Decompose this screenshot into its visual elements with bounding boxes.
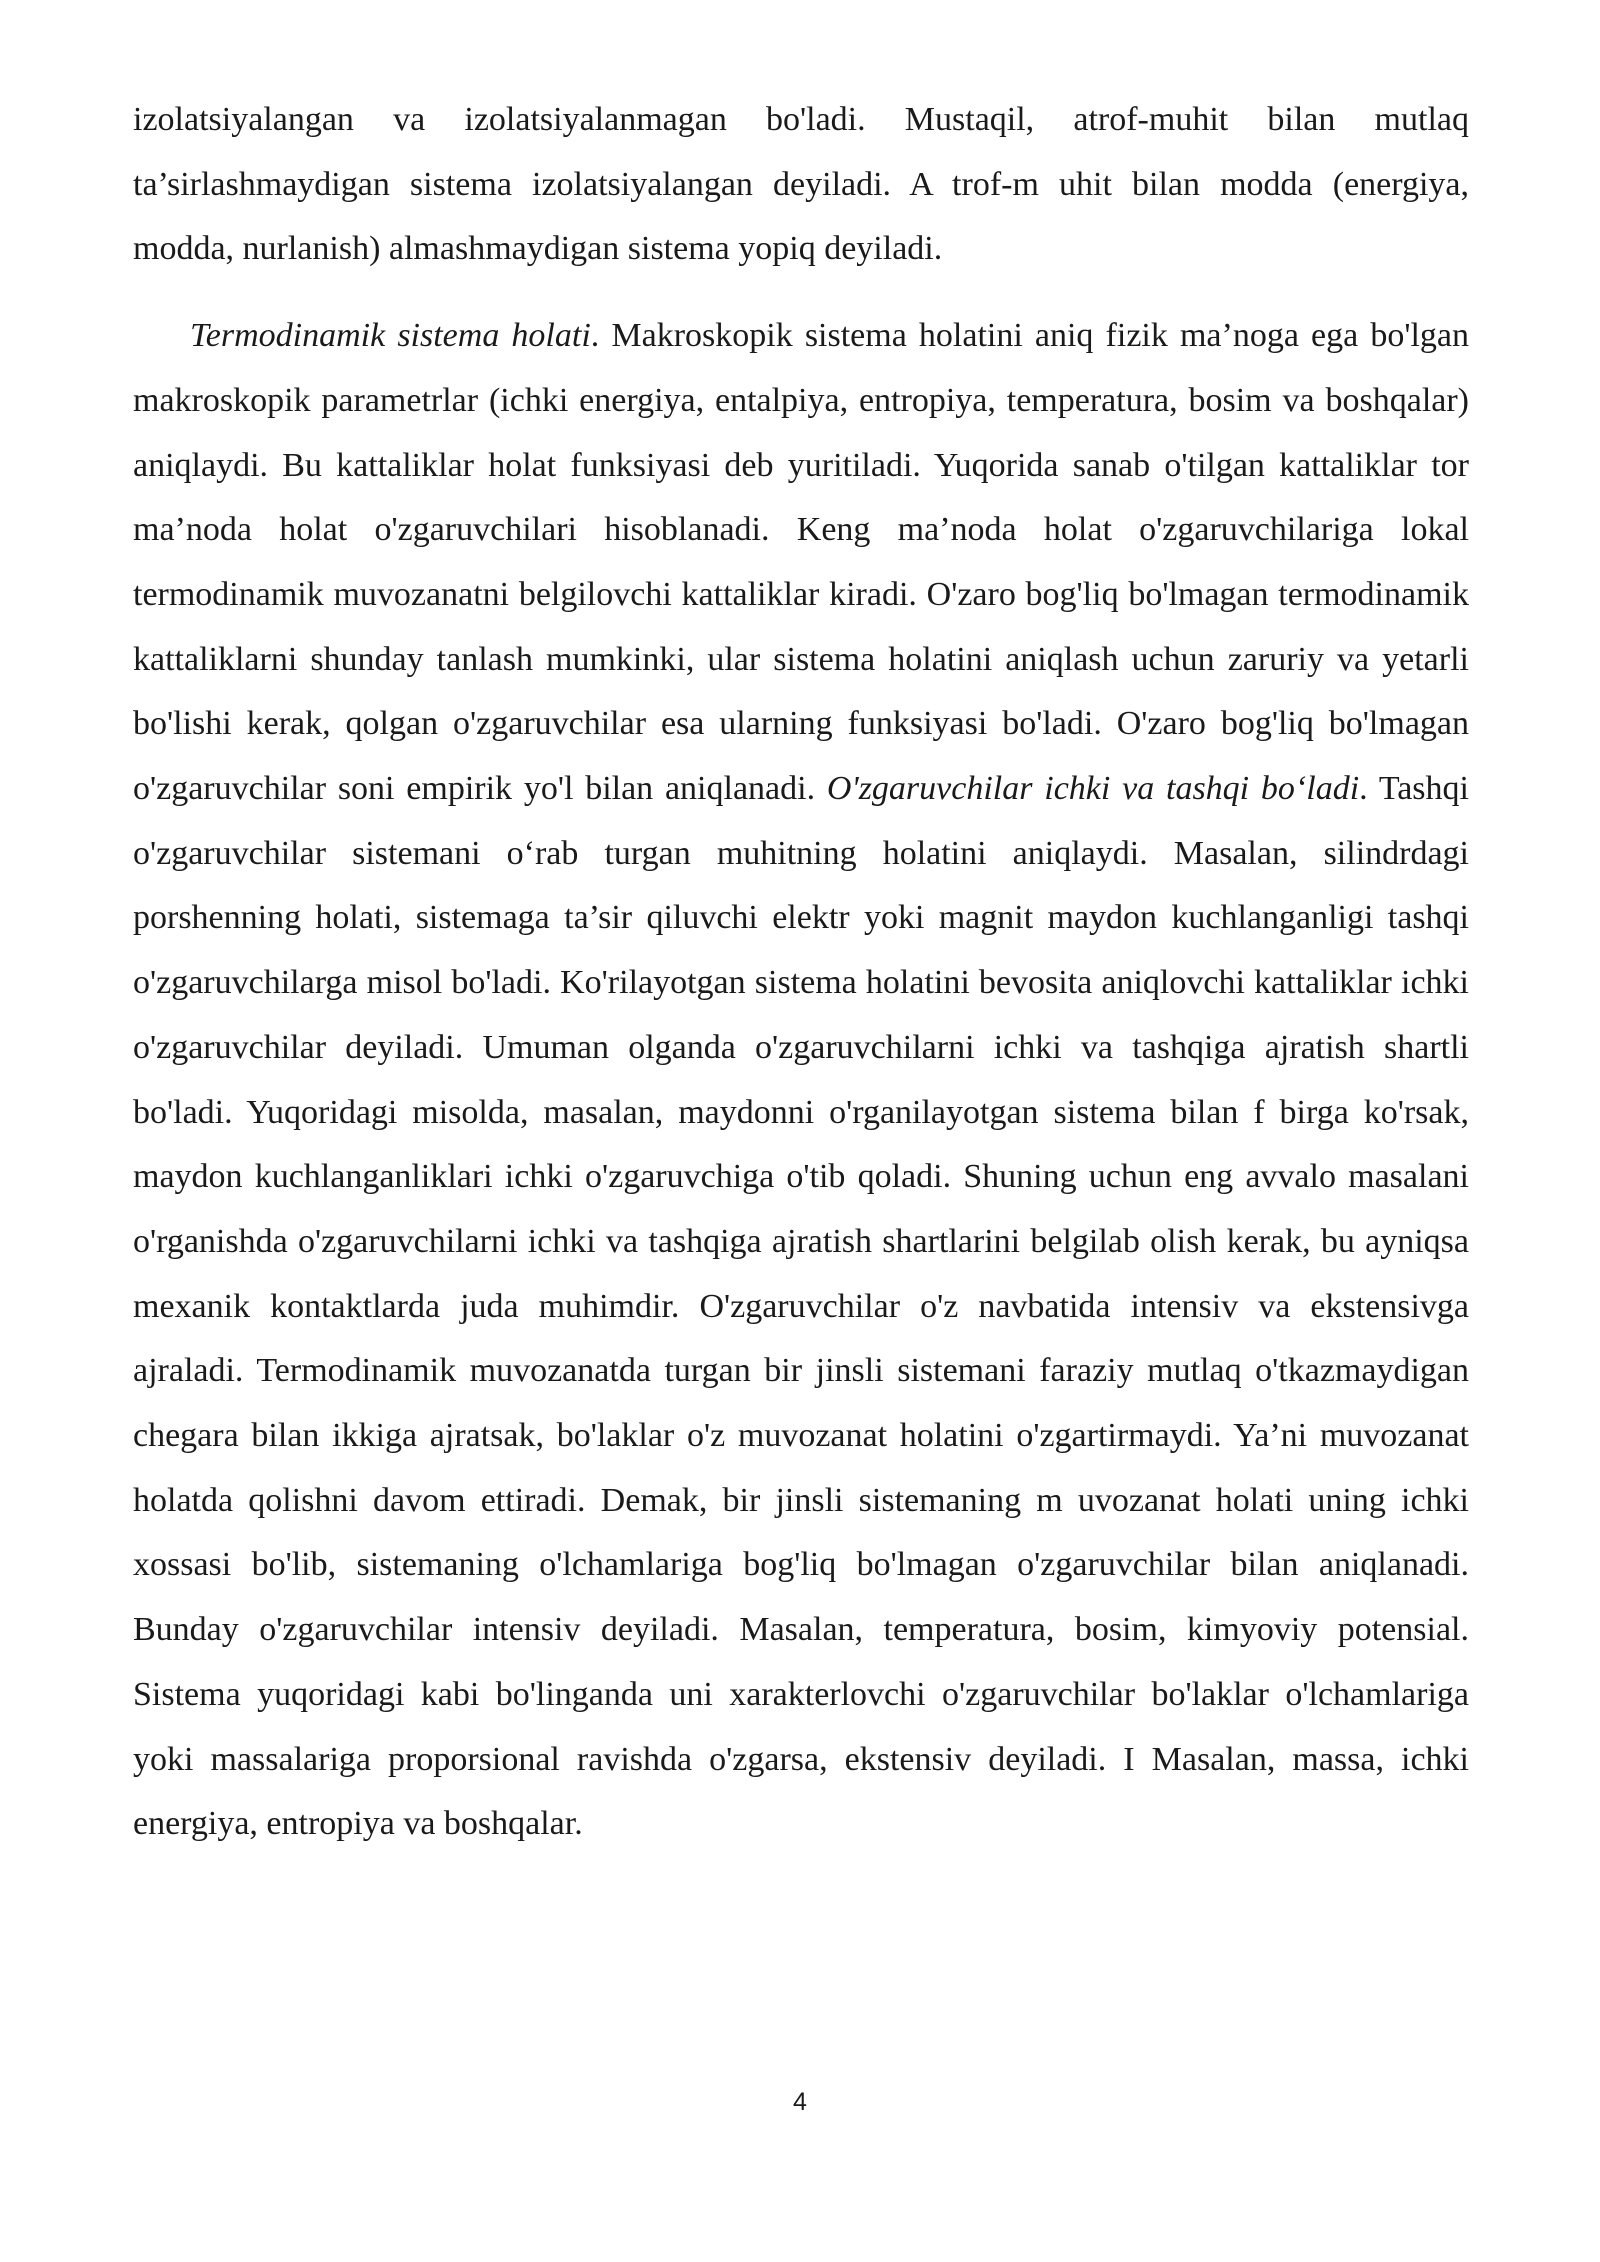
page-number: 4 bbox=[793, 2088, 807, 2116]
paragraph-state bbox=[133, 304, 1469, 1857]
paragraph-text-part-a: . Makroskopik sistema holatini aniq fizik ma’noga ega bo'lgan makroskopik parametrlar (ichki energiya, entalpiya, entropiya, temperatura, bosim va boshqalar) aniqlaydi. Bu kattaliklar holat funksiyasi deb yuritiladi. Yuqorida sanab o'tilgan kattaliklar tor ma’noda holat o'zgaruvchilari hisoblanadi. Keng ma’noda holat o'zgaruvchilariga lokal termodinamik muvozanatni belgilovchi kattaliklar kiradi. O'zaro bog'liq bo'lmagan termodinamik kattaliklarni shunday tanlash mumkinki, ular sistema holatini aniqlash uchun zaruriy va yetarli bo'lishi kerak, qolgan o'zgaruvchilar esa ularning funksiyasi bo'ladi. O'zaro bog'liq bo'lmagan o'zgaruvchilar soni empirik yo'l bilan aniqlanadi. bbox=[133, 317, 1469, 808]
italic-term-heading: Termodinamik sistema holati bbox=[190, 317, 591, 355]
paragraph-intro: izolatsiyalangan va izolatsiyalanmagan bo'ladi. Mustaqil, atrof-muhit bilan mutlaq ta’sirlashmaydigan sistema izolatsiyalangan deyiladi. A trof-m uhit bilan modda (energiya, modda, nurlanish) almashmaydigan sistema yopiq deyiladi. bbox=[133, 101, 1469, 268]
italic-term-inline: O'zgaruvchilar ichki va tashqi bo‘ladi bbox=[826, 770, 1360, 808]
paragraph-text-part-b: . Tashqi o'zgaruvchilar sistemani o‘rab turgan muhitning holatini aniqlaydi. Masalan, silindrdagi porshenning holati, sistemaga ta’sir qiluvchi elektr yoki magnit maydon kuchlanganligi tashqi o'zgaruvchilarga misol bo'ladi. Ko'rilayotgan sistema holatini bevosita aniqlovchi kattaliklar ichki o'zgaruvchilar deyiladi. Umuman olganda o'zgaruvchilarni ichki va tashqiga ajratish shartli bo'ladi. Yuqoridagi misolda, masalan, maydonni o'rganilayotgan sistema bilan f birga ko'rsak, maydon kuchlanganliklari ichki o'zgaruvchiga o'tib qoladi. Shuning uchun eng avvalo masalani o'rganishda o'zgaruvchilarni ichki va tashqiga ajratish shartlarini belgilab olish kerak, bu ayniqsa mexanik kontaktlarda juda muhimdir. O'zgaruvchilar o'z navbatida intensiv va ekstensivga ajraladi. Termodinamik muvozanatda turgan bir jinsli sistemani faraziy mutlaq o'tkazmaydigan chegara bilan ikkiga ajratsak, bo'laklar o'z muvozanat holatini o'zgartirmaydi. Ya’ni muvozanat holatda qolishni davom ettiradi. Demak, bir jinsli sistemaning m uvozanat holati uning ichki xossasi bo'lib, sistemaning o'lchamlariga bog'liq bo'lmagan o'zgaruvchilar bilan aniqlanadi. Bunday o'zgaruvchilar intensiv deyiladi. Masalan, temperatura, bosim, kimyoviy potensial. Sistema yuqoridagi kabi bo'linganda uni xarakterlovchi o'zgaruvchilar bo'laklar o'lchamlariga yoki massalariga proporsional ravishda o'zgarsa, ekstensiv deyiladi. I Masalan, massa, ichki energiya, entropiya va boshqalar. bbox=[133, 770, 1469, 1843]
document-body bbox=[133, 88, 1469, 1857]
